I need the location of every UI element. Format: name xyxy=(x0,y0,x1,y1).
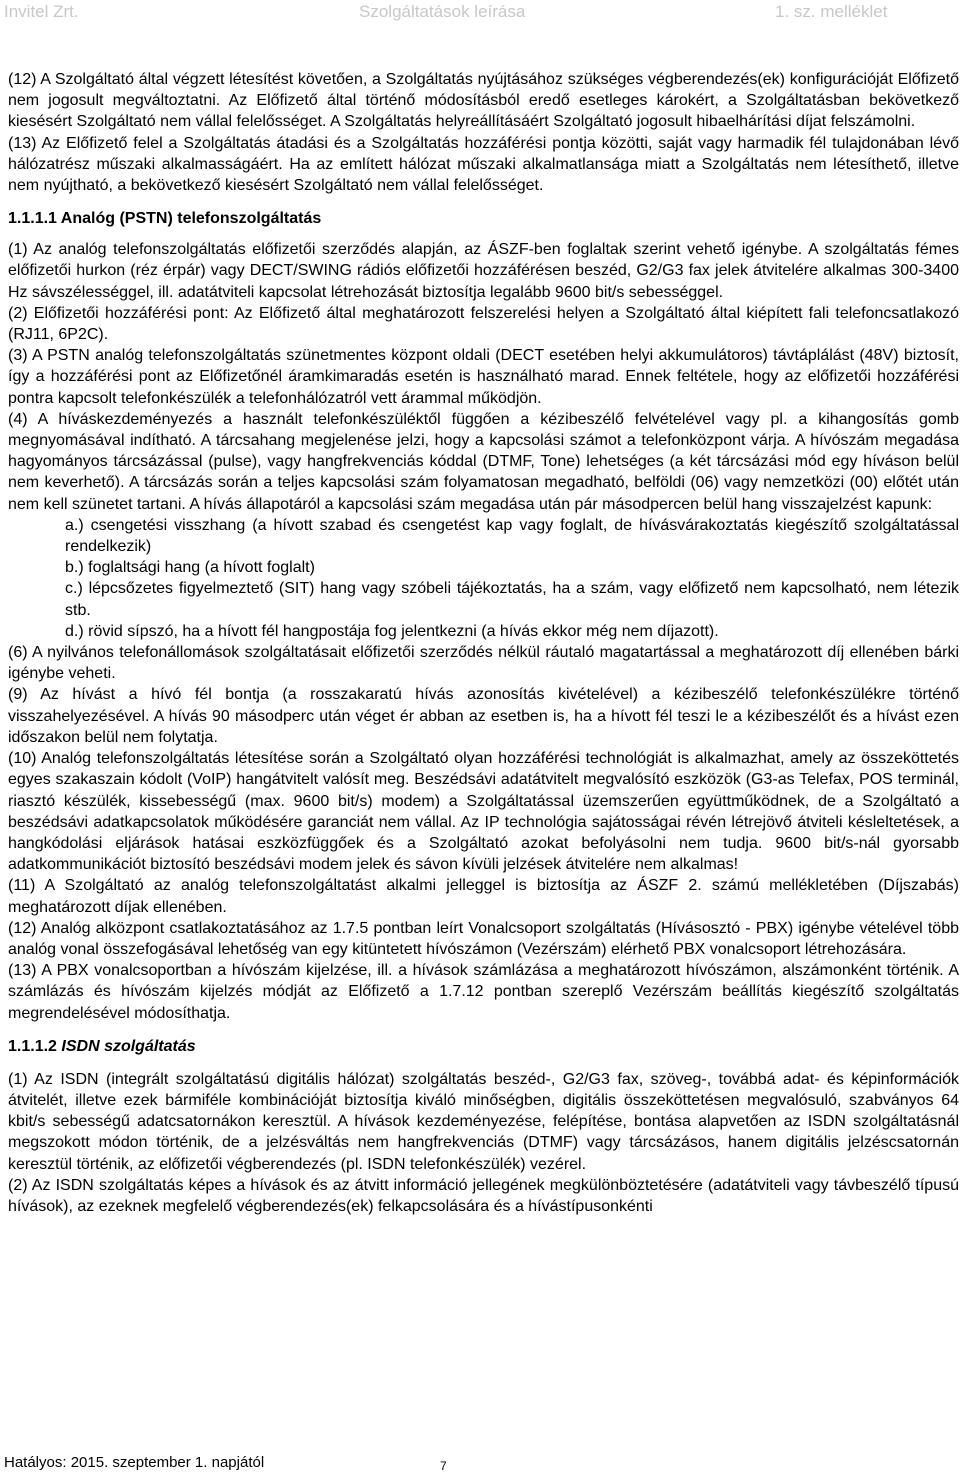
list-item: a.) csengetési visszhang (a hívott szabad és csengetést kap vagy foglalt, de hívásvárakoztatás kiegészítő szolgáltatással rendelkezik) xyxy=(65,516,959,556)
page-number: 7 xyxy=(440,1459,447,1473)
pstn-paragraph-3: (3) A PSTN analóg telefonszolgáltatás szünetmentes központ oldali (DECT esetében helyi akkumulátoros) távtáplálást (48V) biztosít, így a hozzáférési pont az Előfizetőnél áramkimaradás esetén is használható marad. Ennek feltétele, hogy az előfizetői hozzáférési pontra kapcsolt telefonkészülék a telefonhálózatról vett árammal működjön. xyxy=(8,347,959,407)
section-number: 1.1.1.1 xyxy=(8,210,57,228)
document-body xyxy=(8,69,959,1217)
section-heading-pstn xyxy=(8,208,959,229)
pstn-paragraph-12: (12) Analóg alközpont csatlakoztatásához az 1.7.5 pontban leírt Vonalcsoport szolgáltatás (Hívásosztó - PBX) igénybe vételével több analóg vonal összefogásával lehetőség van egy kitüntetett hívószámon (Vezérszám) elérhető PBX vonalcsoport létrehozására. xyxy=(8,919,959,958)
header-title: Szolgáltatások leírása xyxy=(359,2,526,21)
pstn-paragraph-6: (6) A nyilvános telefonállomások szolgáltatásait előfizetői szerződés nélkül ráutaló magatartással a meghatározott díj ellenében bárki igénybe veheti. xyxy=(8,644,959,683)
pstn-paragraph-9: (9) Az hívást a hívó fél bontja (a rosszakaratú hívás azonosítás kivételével) a kézibeszélő telefonkészülékre történő visszahelyezésével. A hívás 90 másodperc után véget ér abban az esetben is, ha a hívott fél teszi le a kézibeszélőt és a hívást ezen időszakon belül nem folytatja. xyxy=(8,686,959,746)
header-attachment: 1. sz. melléklet xyxy=(775,2,888,21)
paragraph-13: (13) Az Előfizető felel a Szolgáltatás átadási és a Szolgáltatás hozzáférési pontja közötti, saját vagy harmadik fél tulajdonában lévő hálózatrész műszaki alkalmasságáért. Ha az említett hálózat műszaki alkalmatlansága miatt a Szolgáltatás nem létesíthető, illetve nem nyújtható, a bekövetkező kiesésért Szolgáltató nem vállal felelősséget. xyxy=(8,134,959,195)
section-title: Analóg (PSTN) telefonszolgáltatás xyxy=(60,210,322,228)
signal-list xyxy=(8,515,959,642)
effective-date: Hatályos: 2015. szeptember 1. napjától xyxy=(4,1454,265,1471)
section-number: 1.1.1.2 xyxy=(8,1037,57,1055)
pstn-paragraph-10: (10) Analóg telefonszolgáltatás létesítése során a Szolgáltató olyan hozzáférési technológiát is alkalmazhat, amely az összeköttetés egyes szakaszain kódolt (VoIP) hangátvitelt valósít meg. Beszédsávi adatátvitelt megvalósító eszközök (G3-as Telefax, POS terminál, riasztó készülék, kissebességű (max. 9600 bit/s) modem) a Szolgáltatással üzemszerűen együttműködnek, de a Szolgáltató a beszédsávi adatkapcsolatok működésére garanciát nem vállal. Az IP technológia sajátosságai révén létrejövő átviteli késleltetések, a hangkódolási eljárások hatásai eszközfüggőek és a Szolgáltató azokat befolyásolni nem tudja. 9600 bit/s-nál gyorsabb adatkommunikációt biztosító beszédsávi modem jelek és sávon kívüli jelzések átvitelére nem alkalmas! xyxy=(8,750,959,874)
page-footer xyxy=(0,1452,960,1476)
list-item: c.) lépcsőzetes figyelmeztető (SIT) hang vagy szóbeli tájékoztatás, ha a szám, vagy előfizető nem kapcsolható, nem létezik stb. xyxy=(65,580,959,619)
pstn-paragraph-4: (4) A híváskezdeményezés a használt telefonkészüléktől függően a kézibeszélő felvételével vagy pl. a kihangosítás gomb megnyomásával indítható. A tárcsahang megjelenése jelzi, hogy a kapcsolási számot a telefonközpont várja. A hívószám megadása hagyományos tárcsázással (pulse), vagy hangfrekvenciás kóddal (DTMF, Tone) lehetséges (a két tárcsázási mód egy híváson belül nem keverhető). A tárcsázás során a teljes kapcsolási szám folyamatosan megadható, belföldi (06) vagy nemzetközi (00) előtét után nem kell szünetet tartani. A hívás állapotáról a kapcsolási szám megadása után pár másodpercen belül hang visszajelzést kapunk: xyxy=(8,410,959,513)
pstn-paragraph-11: (11) A Szolgáltató az analóg telefonszolgáltatást alkalmi jelleggel is biztosítja az ÁSZF 2. számú mellékletében (Díjszabás) meghatározott díjak ellenében. xyxy=(8,877,959,916)
pstn-paragraph-1: (1) Az analóg telefonszolgáltatás előfizetői szerződés alapján, az ÁSZF-ben foglaltak szerint vehető igénybe. A szolgáltatás fémes előfizetői hurkon (réz érpár) vagy DECT/SWING rádiós előfizetői hozzáférésen beszéd, G2/G3 fax jelek átvitelére alkalmas 300-3400 Hz sávszélességgel, ill. adatátviteli kapcsolat létrehozását biztosítja legalább 9600 bit/s sebességgel. xyxy=(8,241,959,301)
list-item: d.) rövid sípszó, ha a hívott fél hangpostája fog jelentkezni (a hívás ekkor még nem díjazott). xyxy=(65,622,719,640)
header-company: Invitel Zrt. xyxy=(4,2,79,21)
paragraph-12: (12) A Szolgáltató által végzett létesítést követően, a Szolgáltatás nyújtásához szükséges végberendezés(ek) konfigurációját Előfizető nem jogosult megváltoztatni. Az Előfizető által történő módosításból eredő esetleges károkért, a Szolgáltatásban bekövetkező kiesésért Szolgáltató nem vállal felelősséget. A Szolgáltatás helyreállításáért Szolgáltató jogosult hibaelhárítási díjat felszámolni. xyxy=(8,71,959,131)
section-title: ISDN szolgáltatás xyxy=(61,1037,196,1055)
pstn-paragraph-13: (13) A PBX vonalcsoportban a hívószám kijelzése, ill. a hívások számlázása a meghatározott hívószámon, alszámonként történik. A számlázás és hívószám kijelzés módját az Előfizető a 1.7.12 pontban szereplő Vezérszám beállítás kiegészítő szolgáltatás megrendelésével módosíthatja. xyxy=(8,962,959,1022)
page-header xyxy=(0,0,960,30)
isdn-paragraph-1: (1) Az ISDN (integrált szolgáltatású digitális hálózat) szolgáltatás beszéd-, G2/G3 fax, szöveg-, továbbá adat- és képinformációk átvitelét, illetve ezek bármiféle kombinációját biztosítja kiváló minőségben, digitális összeköttetésen megvalósuló, szabványos 64 kbit/s sebességű adatcsatornákon keresztül. A hívások kezdeményezése, felépítése, bontása alapvetően az ISDN szolgáltatásnál megszokott módon történik, de a jelzésváltás nem hangfrekvenciás (DTMF) vagy tárcsázásos, hanem digitális jelzéscsatornán keresztül történik, az előfizetői végberendezés (pl. ISDN telefonkészülék) vezérel. xyxy=(8,1070,959,1173)
isdn-paragraph-2: (2) Az ISDN szolgáltatás képes a hívások és az átvitt információ jellegének megkülönböztetésére (adatátviteli vagy távbeszélő típusú hívások), az ezeknek megfelelő végberendezés(ek) felkapcsolására és a hívástípusonkénti xyxy=(8,1176,959,1215)
pstn-paragraph-2: (2) Előfizetői hozzáférési pont: Az Előfizető által meghatározott felszerelési helyen a Szolgáltató által kiépített fali telefoncsatlakozó (RJ11, 6P2C). xyxy=(8,304,959,344)
list-item: b.) foglaltsági hang (a hívott foglalt) xyxy=(65,559,315,577)
section-heading-isdn xyxy=(8,1036,959,1057)
